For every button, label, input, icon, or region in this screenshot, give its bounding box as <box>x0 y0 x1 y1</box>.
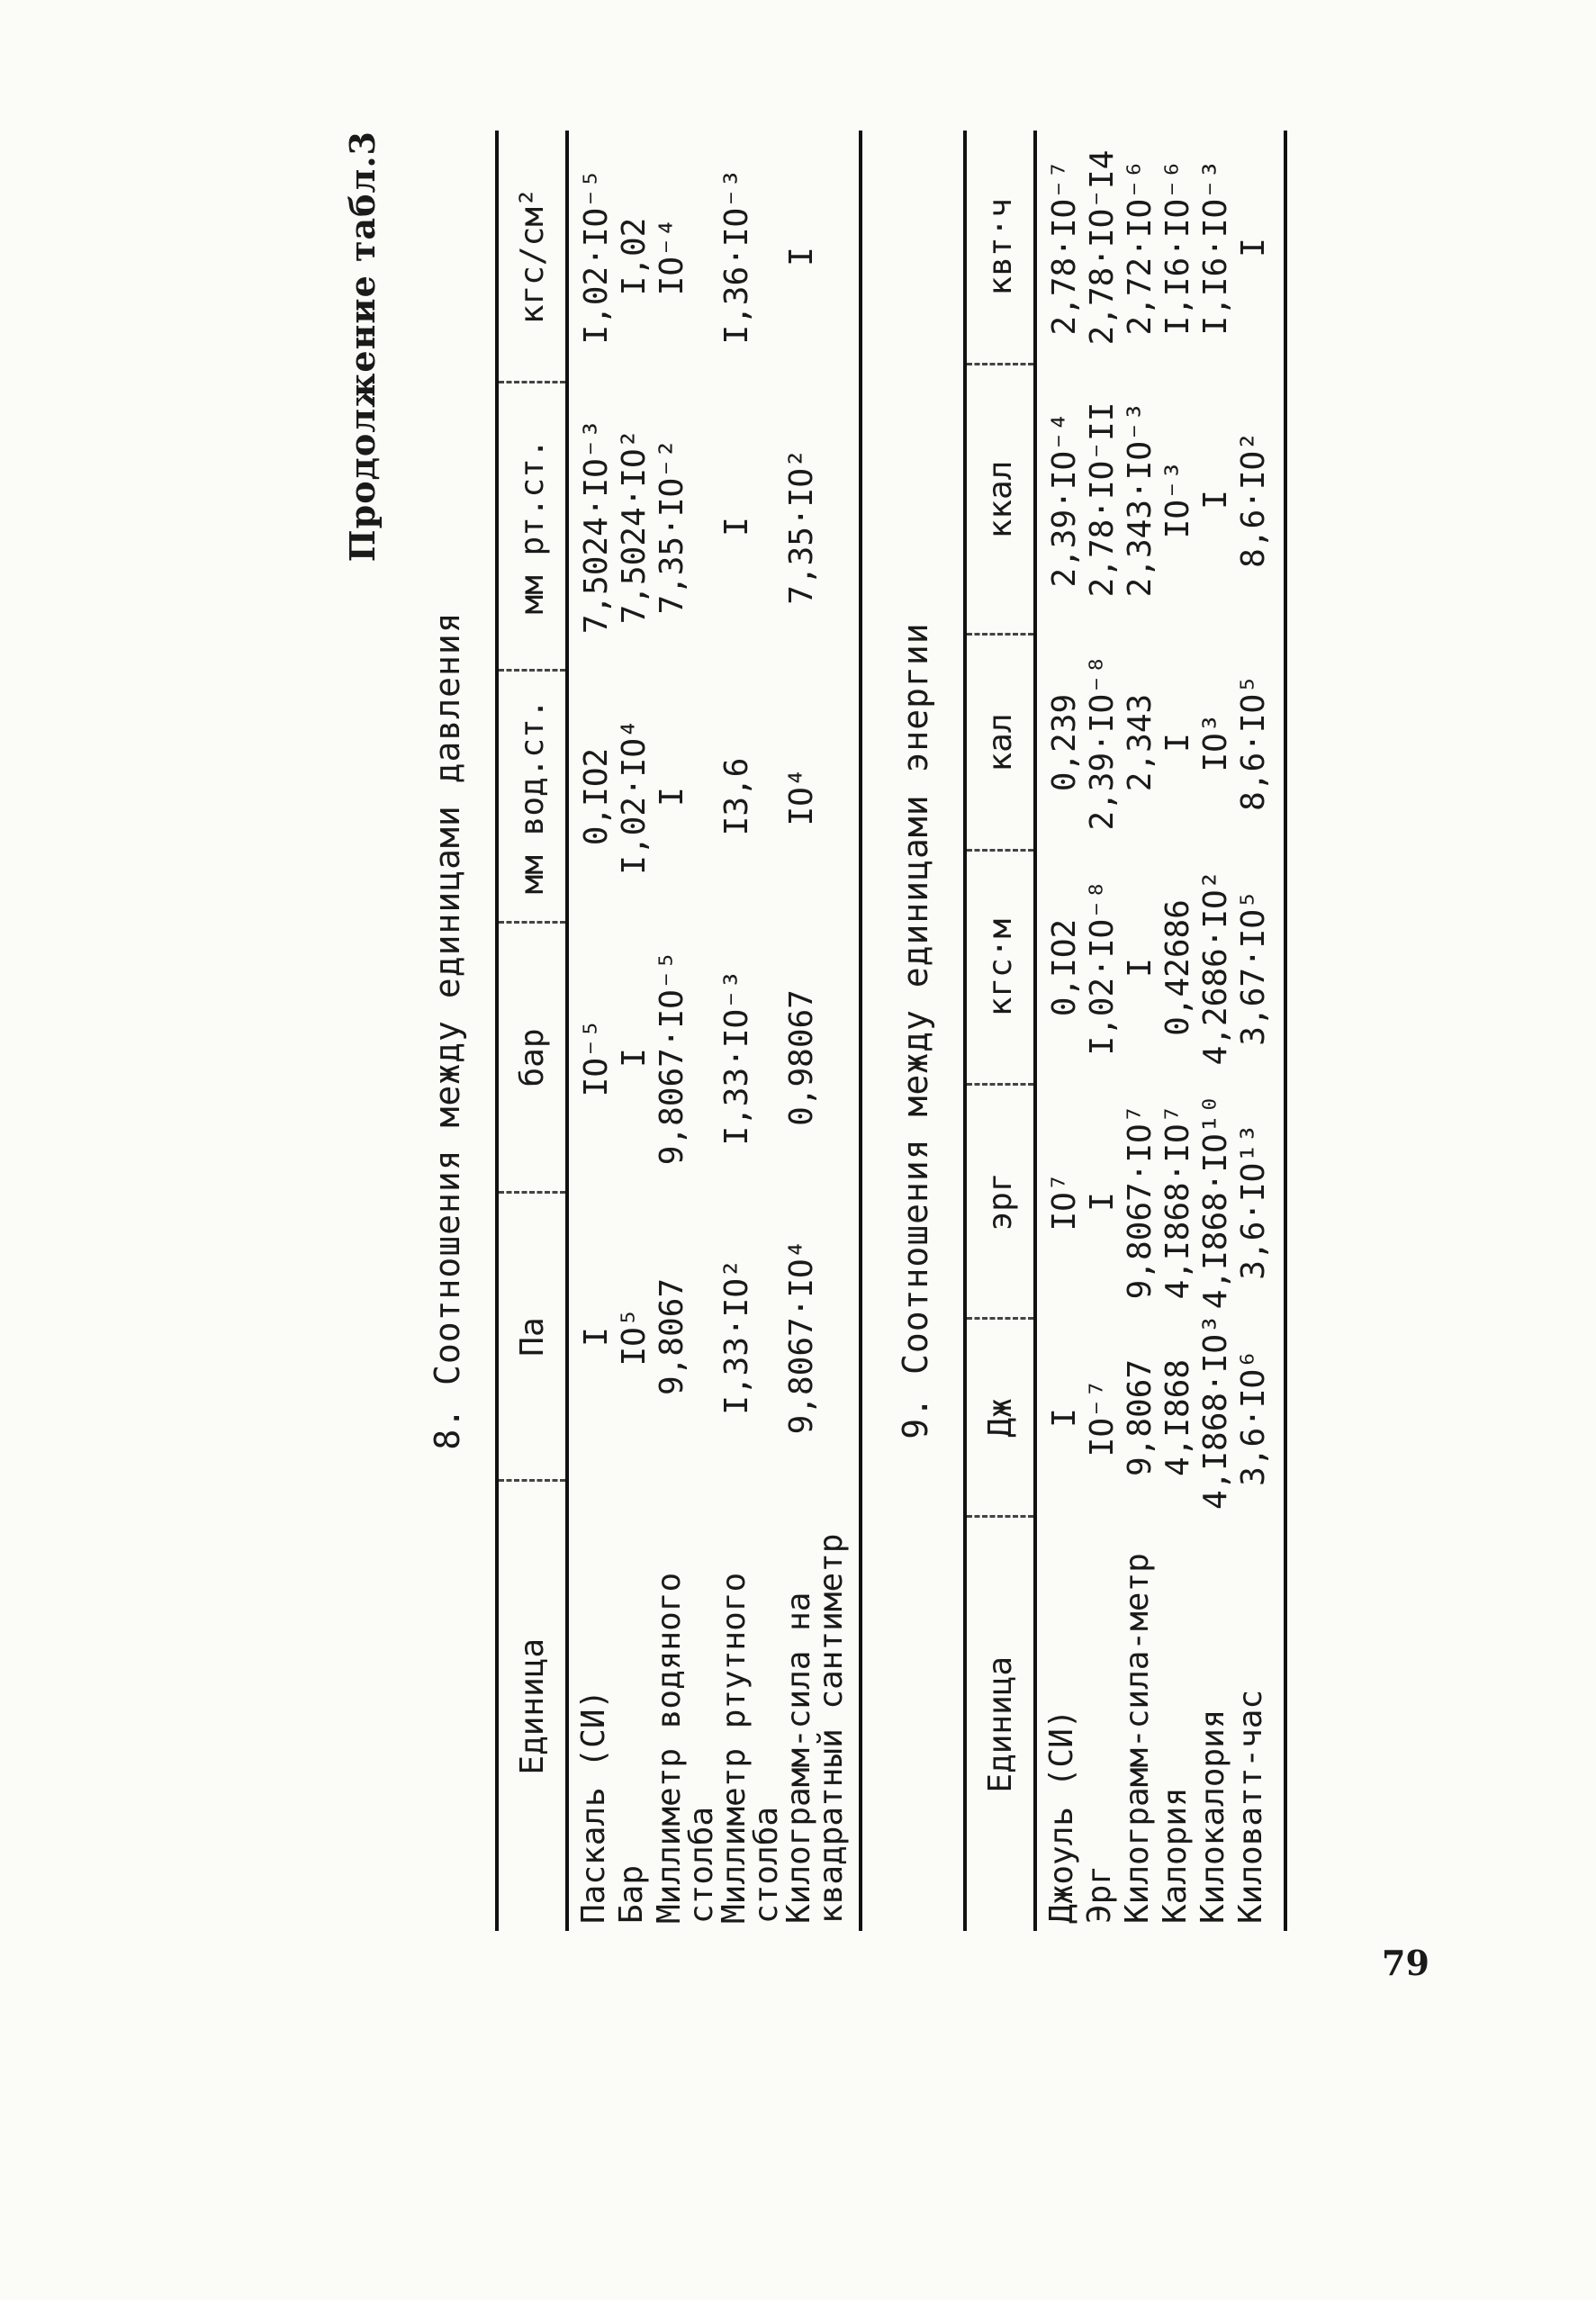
table-cell: 2,39·IO⁻⁴ <box>1046 411 1083 588</box>
unit-name: Калория <box>1157 1787 1194 1924</box>
table-row <box>783 131 861 1931</box>
table-cell: 0,98067 <box>783 923 861 1193</box>
table8-header-unit: Единица <box>497 1481 567 1931</box>
table9-header-j: Дж <box>965 1319 1035 1517</box>
table9-title: 9. Соотношения между единицами энергии <box>896 622 935 1439</box>
table-cell: 7,5024·IO⁻³ <box>578 419 615 635</box>
unit-name: Килокалория <box>1195 1709 1231 1924</box>
table8-header-mm-water: мм вод.ст. <box>497 671 567 923</box>
table-cell: I3,6 <box>718 757 755 836</box>
table-cell: 9,8067·IO⁷ <box>1122 1104 1159 1300</box>
table-cell: I <box>1197 490 1234 510</box>
table-cell: 7,35·IO⁻² <box>654 438 690 615</box>
table-cell: IO³ <box>1197 713 1234 772</box>
table-cell: I <box>616 1048 653 1068</box>
unit-name: Килограмм-сила-метр <box>1119 1553 1156 1924</box>
table-cell: 9,8067·IO⁴ <box>783 1193 861 1481</box>
table-cell: 8,6·IO² <box>1235 365 1285 635</box>
table-cell: I,I6·IO⁻⁶ <box>1159 159 1196 336</box>
table-cell: I,I6·IO⁻³ <box>1197 159 1234 336</box>
table-row <box>1084 131 1122 1931</box>
table-cell: IO⁻⁵ <box>578 1018 615 1097</box>
table-cell: 0,239 <box>1046 693 1083 792</box>
table-row <box>567 131 616 1931</box>
unit-name: Паскаль (СИ) <box>575 1689 612 1924</box>
page-number: 79 <box>1382 1943 1429 1983</box>
table-cell: 2,72·IO⁻⁶ <box>1122 159 1159 336</box>
unit-name: Килограмм-сила на квадратный сантиметр <box>783 1481 861 1931</box>
table-cell: 2,39·IO⁻⁸ <box>1084 654 1121 831</box>
table-cell: I <box>654 787 690 807</box>
table-row <box>1197 131 1235 1931</box>
table-cell: 8,6·IO⁵ <box>1235 635 1285 851</box>
table-cell: 4,I868·IO⁷ <box>1159 1104 1196 1300</box>
table-cell: 0,IO2 <box>578 747 615 846</box>
table-cell: IO⁻³ <box>1159 460 1196 539</box>
table-row <box>1235 131 1285 1931</box>
table8-header-row <box>497 131 567 1931</box>
table9-header-kwh: квт·ч <box>965 131 1035 365</box>
table-cell: 3,67·IO⁵ <box>1235 851 1285 1085</box>
table-cell: IO⁻⁴ <box>654 217 690 296</box>
table-cell: I <box>1235 131 1285 365</box>
table-row <box>1122 131 1159 1931</box>
table-cell: I,02 <box>616 217 653 296</box>
table-cell: I,36·IO⁻³ <box>718 168 755 345</box>
table-cell: I,33·IO⁻³ <box>718 970 755 1146</box>
table9-header-cal: кал <box>965 635 1035 851</box>
table-cell: 4,I868·IO¹⁰ <box>1197 1094 1234 1310</box>
table-row <box>1159 131 1197 1931</box>
pressure-units-table <box>495 131 862 1931</box>
table9-header-erg: эрг <box>965 1085 1035 1319</box>
energy-units-table <box>963 131 1287 1931</box>
table-row <box>616 131 654 1931</box>
table-cell: 3,6·IO¹³ <box>1235 1085 1285 1319</box>
table-cell: IO⁴ <box>783 671 861 923</box>
table-cell: 9,8067 <box>1122 1358 1159 1477</box>
table9-header-row <box>965 131 1035 1931</box>
table9-header-kcal: ккал <box>965 365 1035 635</box>
table-cell: IO⁵ <box>616 1307 653 1366</box>
table-cell: 0,42686 <box>1159 899 1196 1036</box>
table-cell: I <box>1084 1192 1121 1212</box>
rotated-page-content <box>342 131 1458 1931</box>
table-cell: 9,8067·IO⁻⁵ <box>654 950 690 1166</box>
table-cell: 7,35·IO² <box>783 383 861 671</box>
table-cell: I <box>1159 733 1196 753</box>
unit-name: Бар <box>613 1864 650 1924</box>
table-cell: I,02·IO⁻⁵ <box>578 168 615 345</box>
table-cell: 4,I868·IO³ <box>1197 1314 1234 1510</box>
table-row <box>1035 131 1084 1931</box>
table-row <box>718 131 783 1931</box>
table-cell: 7,5024·IO² <box>616 428 653 625</box>
table-cell: I <box>578 1327 615 1347</box>
table-cell: 3,6·IO⁶ <box>1235 1319 1285 1517</box>
table-cell: I <box>1046 1408 1083 1428</box>
table-cell: 9,8067 <box>654 1277 690 1396</box>
table8-header-bar: бар <box>497 923 567 1193</box>
unit-name: Миллиметр водяного столба <box>651 1572 720 1924</box>
unit-name: Миллиметр ртутного столба <box>716 1572 785 1924</box>
unit-name: Джоуль (СИ) <box>1043 1709 1080 1924</box>
table-cell: I <box>783 131 861 383</box>
table-cell: IO⁷ <box>1046 1172 1083 1231</box>
table9-header-kgf-m: кгс·м <box>965 851 1035 1085</box>
table8-header-mm-hg: мм рт.ст. <box>497 383 567 671</box>
table-cell: 2,343 <box>1122 693 1159 792</box>
table-cell: 2,78·IO⁻II <box>1084 401 1121 598</box>
table-cell: I <box>1122 958 1159 978</box>
table-row <box>654 131 718 1931</box>
table-cell: 2,78·IO⁻⁷ <box>1046 159 1083 336</box>
table9-header-unit: Единица <box>965 1517 1035 1931</box>
table-cell: I,02·IO⁴ <box>616 718 653 875</box>
unit-name: Киловатт-час <box>1235 1517 1285 1931</box>
table-cell: 2,343·IO⁻³ <box>1122 401 1159 598</box>
table-cell: 0,IO2 <box>1046 918 1083 1017</box>
table-cell: I,02·IO⁻⁸ <box>1084 879 1121 1056</box>
table8-header-kgf-cm2: кгс/см² <box>497 131 567 383</box>
continuation-label: Продолжение табл.3 <box>342 131 383 563</box>
unit-name: Эрг <box>1081 1864 1118 1924</box>
table-cell: I,33·IO² <box>718 1258 755 1415</box>
table-cell: 4,2686·IO² <box>1197 870 1234 1066</box>
table8-title: 8. Соотношения между единицами давления <box>428 611 467 1450</box>
table8-header-pa: Па <box>497 1193 567 1481</box>
table-cell: 2,78·IO⁻I4 <box>1084 149 1121 346</box>
table-cell: 4,I868 <box>1159 1358 1196 1477</box>
table-cell: IO⁻⁷ <box>1084 1378 1121 1457</box>
table-cell: I <box>718 517 755 537</box>
